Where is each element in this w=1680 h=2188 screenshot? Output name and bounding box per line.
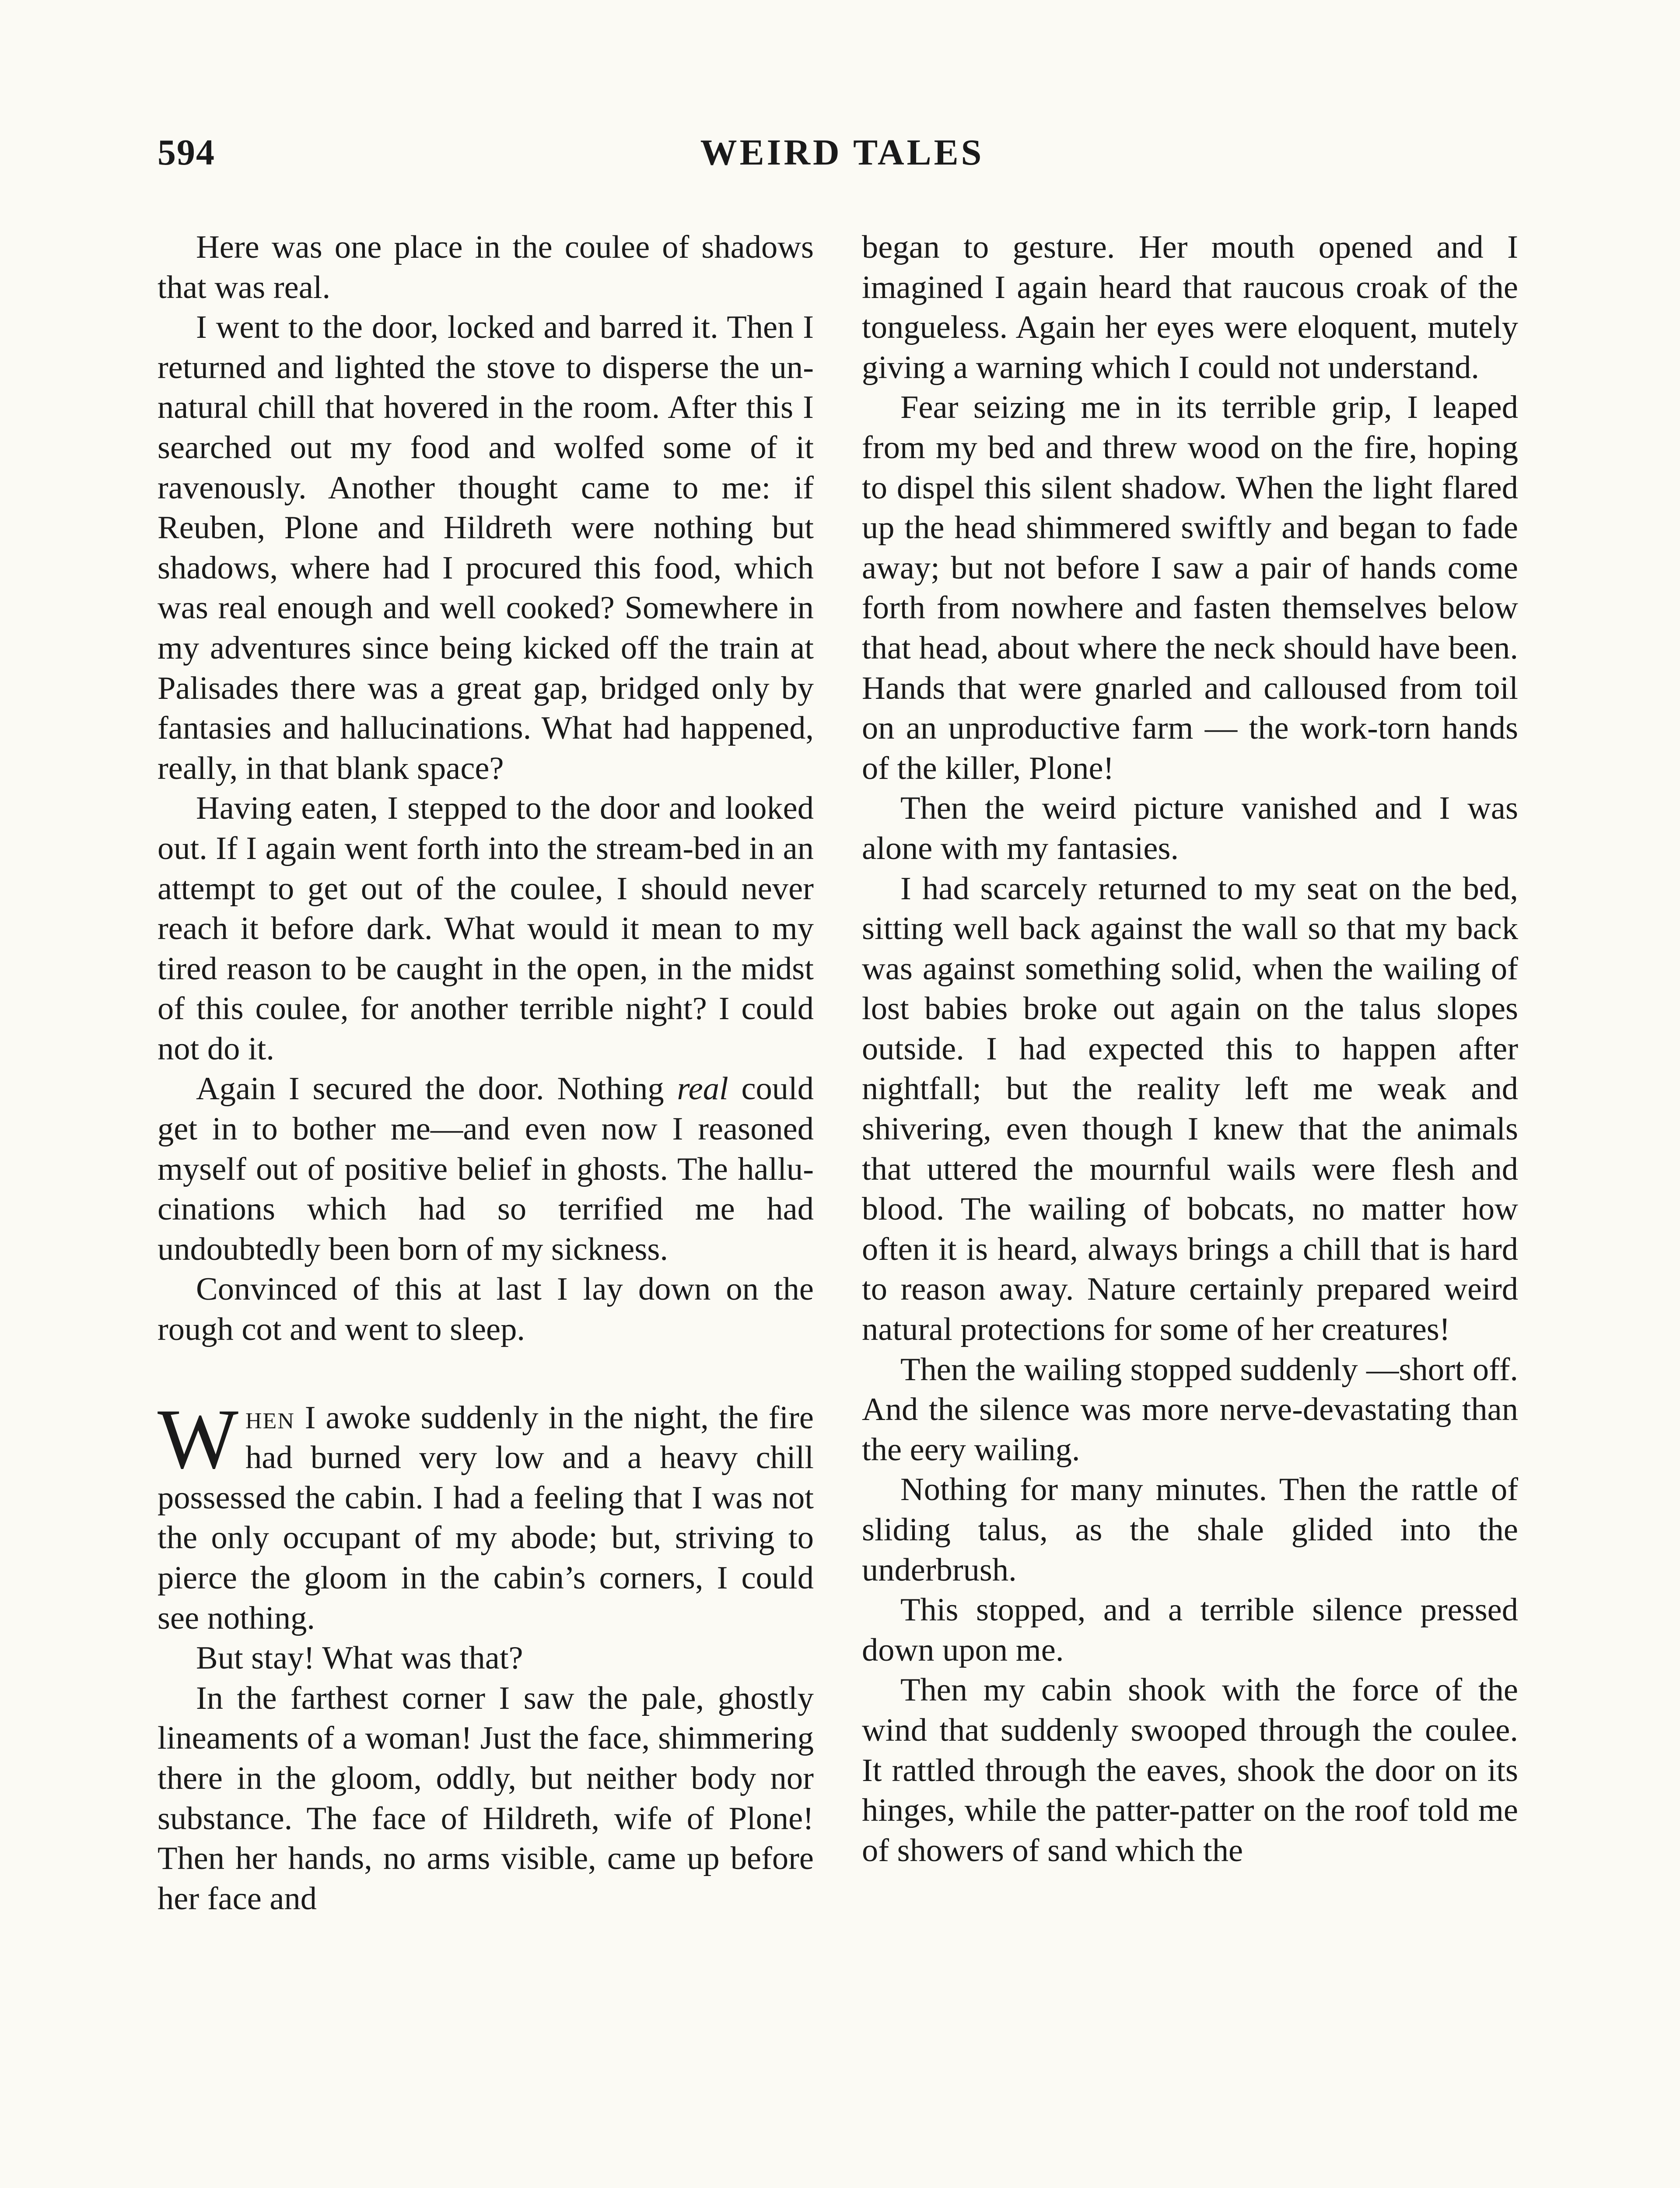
paragraph <box>158 1069 814 1269</box>
paragraph: Here was one place in the coulee of shadows that was real. <box>158 229 814 305</box>
paragraph-text: Again I secured the door. Nothing <box>196 1071 677 1107</box>
paragraph: I went to the door, locked and barred it. Then I returned and lighted the stove to disperse the unnatural chill that hovered in the room. After this I searched out my food and wolfed some of it ravenously. Another thought came to me: if Reuben, Plone and Hildreth were nothing but shadows, where had I procured this food, which was real enough and well cooked? Somewhere in my adventures since being kicked off the train at Palisades there was a great gap, bridged only by fantasies and hallucinations. What had happened, really, in that blank space? <box>158 309 814 786</box>
paragraph: I had scarcely returned to my seat on the bed, sitting well back against the wall so that my back was against something solid, when the wailing of lost babies broke out again on the talus slopes outside. I had expected this to happen after nightfall; but the reality left me weak and shivering, even though I knew that the animals that uttered the mournful wails were flesh and blood. The wailing of bobcats, no matter how often it is heard, always brings a chill that is hard to reason away. Nature certainly prepared weird natural protections for some of her creatures! <box>862 870 1518 1348</box>
dropcap-paragraph <box>158 1391 814 1639</box>
paragraph-continued: began to gesture. Her mouth opened and I imagined I again heard that raucous croak of the tongueless. Again her eyes were eloquent, mutely giving a warning which I could not understand. <box>862 229 1518 386</box>
paragraph-text: I awoke suddenly in the night, the fire had burned very low and a heavy chill possessed the cabin. I had a feeling that I was not the only occupant of my abode; but, striving to pierce the gloom in the cabin’s corners, I could see nothing. <box>158 1399 814 1636</box>
paragraph: In the farthest corner I saw the pale, ghostly lineaments of a woman! Just the face, shimmering there in the gloom, oddly, but neither body nor substance. The face of Hildreth, wife of Plone! Then her hands, no arms visible, came up before her face and <box>158 1680 814 1917</box>
paragraph: Then the weird picture vanished and I was alone with my fantasies. <box>862 790 1518 866</box>
page-number: 594 <box>158 132 215 173</box>
paragraph: Then my cabin shook with the force of the wind that suddenly swooped through the coulee. It rattled through the eaves, shook the door on its hinges, while the patter-patter on the roof told me of showers of sand which the <box>862 1672 1518 1869</box>
paragraph: Convinced of this at last I lay down on the rough cot and went to sleep. <box>158 1271 814 1348</box>
paragraph: But stay! What was that? <box>196 1640 523 1676</box>
section-break <box>158 1350 814 1398</box>
paragraph-text: could get in to bother me—and even now I reasoned myself out of positive belief in ghosts. The hallucinations which had so terrified me had undoubtedly been born of my sickness. <box>158 1071 814 1267</box>
left-column <box>158 228 814 2188</box>
paragraph: Then the wailing stopped suddenly —short off. And the silence was more nerve-devastating than the eery wailing. <box>862 1351 1518 1468</box>
paragraph: Having eaten, I stepped to the door and looked out. If I again went forth into the stream-bed in an attempt to get out of the coulee, I should never reach it before dark. What would it mean to my tired reason to be caught in the open, in the midst of this coulee, for another terrible night? I could not do it. <box>158 790 814 1067</box>
italic-word: real <box>677 1071 728 1107</box>
right-column <box>862 228 1518 2188</box>
smallcaps-lead: hen <box>245 1399 295 1436</box>
paragraph: This stopped, and a terrible silence pressed down upon me. <box>862 1592 1518 1668</box>
paragraph: Fear seizing me in its terrible grip, I leaped from my bed and threw wood on the fire, hoping to dispel this silent shadow. When the light flared up the head shimmered swiftly and began to fade away; but not before I saw a pair of hands come forth from nowhere and fasten themselves below that head, about where the neck should have been. Hands that were gnarled and calloused from toil on an unproductive farm — the work-torn hands of the killer, Plone! <box>862 389 1518 786</box>
page-header <box>158 131 1527 184</box>
running-head: WEIRD TALES <box>700 132 984 173</box>
drop-cap: W <box>158 1391 238 1487</box>
paragraph: Nothing for many minutes. Then the rattle of sliding talus, as the shale glided into the underbrush. <box>862 1472 1518 1588</box>
